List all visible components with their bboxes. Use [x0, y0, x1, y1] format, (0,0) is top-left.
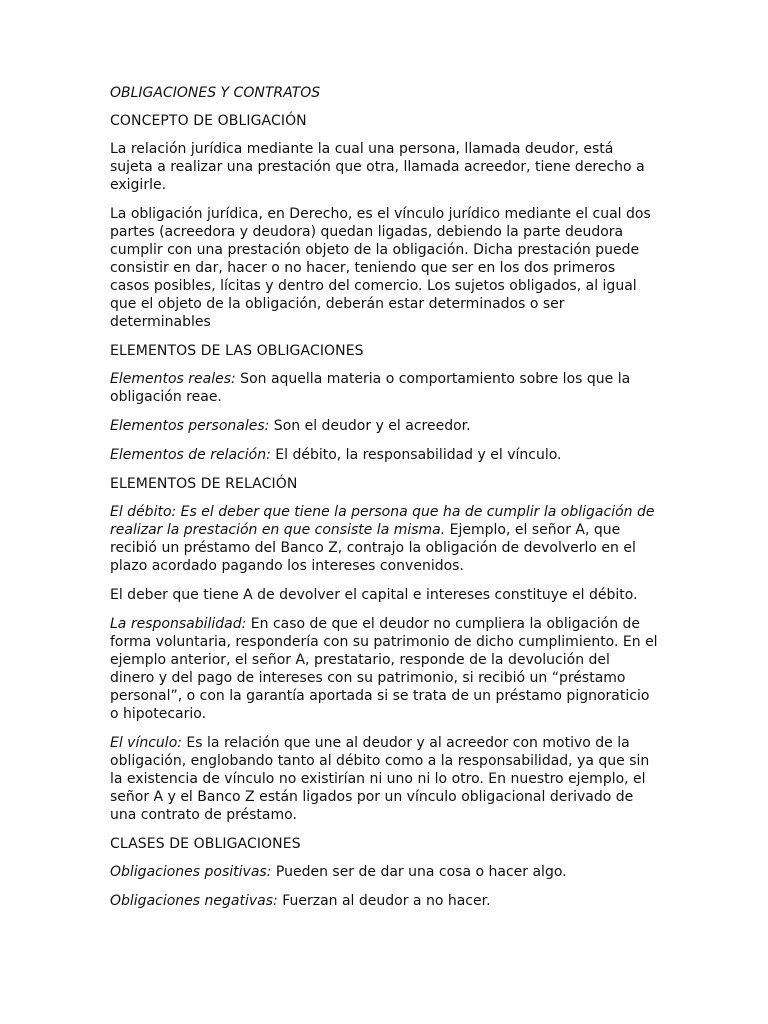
paragraph [110, 863, 658, 881]
term-text: Ejemplo, el señor A, que recibió un préstamo del Banco Z, contrajo la obligación de devolverlo en el plazo acordado pagando los intereses convenidos. [110, 522, 636, 574]
term-label: El débito: Es el deber que tiene la persona que ha de cumplir la obligación de realizar la prestación en que consiste la misma. [110, 504, 655, 538]
term-text: Pueden ser de dar una cosa o hacer algo. [271, 864, 567, 880]
term-label: Obligaciones positivas: [110, 864, 272, 880]
term-text: Son aquella materia o comportamiento sobre los que la obligación reae. [110, 371, 631, 405]
section-elementos [110, 342, 658, 464]
term-text: El deber que tiene A de devolver el capital e intereses constituye el débito. [110, 587, 638, 603]
term-label: El vínculo: [110, 735, 182, 751]
paragraph: La obligación jurídica, en Derecho, es el vínculo jurídico mediante el cual dos partes (acreedora y deudora) quedan ligadas, debiendo la parte deudora cumplir con una prestación objeto de la obligación. Dicha prestación puede consistir en dar, hacer o no hacer, teniendo que ser en los dos primeros casos posibles, lícitas y dentro del comercio. Los sujetos obligados, al igual que el objeto de la obligación, deberán estar determinados o ser determinables [110, 206, 651, 330]
term-label: Elementos personales: [110, 418, 270, 434]
term-text: Es la relación que une al deudor y al acreedor con motivo de la obligación, englobando tanto al débito como a la responsabilidad, ya que sin la existencia de vínculo no existirían ni uno ni lo otro. En nuestro ejemplo, el señor A y el Banco Z están ligados por un vínculo obligacional derivado de una contrato de préstamo. [110, 735, 650, 823]
paragraph [110, 503, 658, 575]
term-label: La responsabilidad: [110, 616, 247, 632]
paragraph [110, 892, 658, 910]
term-text: Fuerzan al deudor a no hacer. [277, 893, 491, 909]
section-clases [110, 835, 658, 910]
paragraph [110, 417, 658, 435]
section-concepto [110, 112, 658, 331]
term-text: Son el deudor y el acreedor. [269, 418, 471, 434]
term-label: Elementos de relación: [110, 447, 271, 463]
section-heading: CLASES DE OBLIGACIONES [110, 836, 301, 852]
section-heading: CONCEPTO DE OBLIGACIÓN [110, 113, 307, 129]
term-label: Obligaciones negativas: [110, 893, 278, 909]
section-heading: ELEMENTOS DE RELACIÓN [110, 476, 298, 492]
term-text: El débito, la responsabilidad y el vínculo. [270, 447, 562, 463]
paragraph [110, 370, 658, 406]
section-elementos-relacion [110, 475, 658, 824]
section-heading: ELEMENTOS DE LAS OBLIGACIONES [110, 343, 364, 359]
term-label: Elementos reales: [110, 371, 236, 387]
paragraph [110, 615, 658, 723]
paragraph [110, 586, 658, 604]
term-text: En caso de que el deudor no cumpliera la obligación de forma voluntaria, respondería con su patrimonio de dicho cumplimiento. En el ejemplo anterior, el señor A, prestatario, responde de la devolución del dinero y del pago de intereses con su patrimonio, si recibió un “préstamo personal”, o con la garantía aportada si se trata de un préstamo pignoraticio o hipotecario. [110, 616, 658, 722]
document-title: OBLIGACIONES Y CONTRATOS [110, 85, 321, 101]
paragraph: La relación jurídica mediante la cual una persona, llamada deudor, está sujeta a realizar una prestación que otra, llamada acreedor, tiene derecho a exigirle. [110, 141, 645, 193]
paragraph [110, 734, 658, 824]
paragraph [110, 446, 658, 464]
